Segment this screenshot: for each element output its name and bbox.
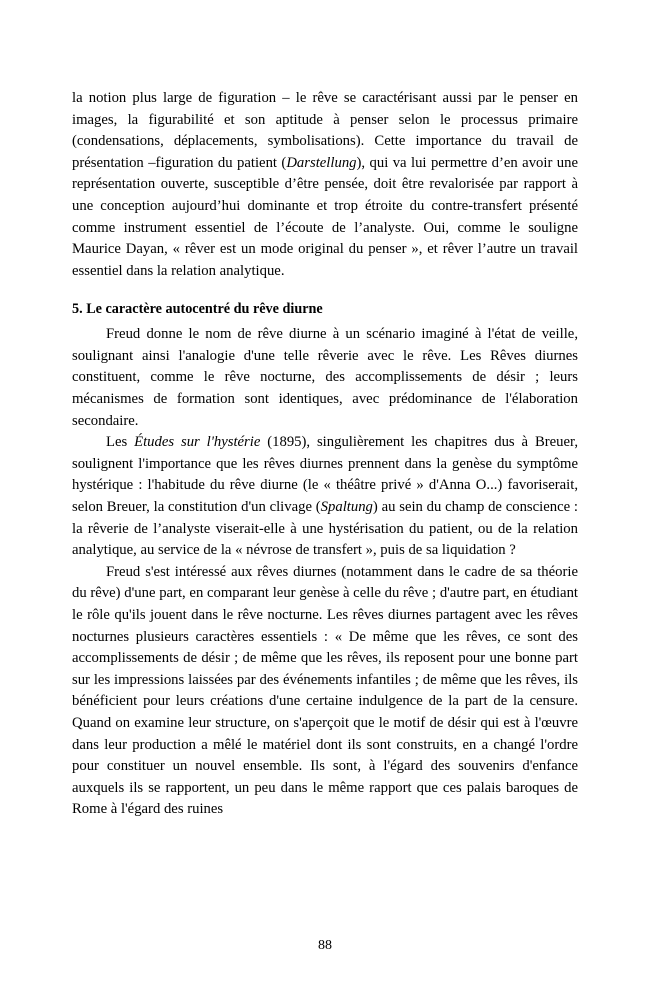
page-content <box>72 88 578 821</box>
paragraph-3: Les Études sur l'hystérie (1895), singulièrement les chapitres dus à Breuer, soulignent l'importance que les rêves diurnes prennent dans la genèse du symptôme hystérique : l'habitude du rêve diurne (le « théâtre privé » d'Anna O...) favoriserait, selon Breuer, la constitution d'un clivage (Spaltung) au sein du champ de conscience : la rêverie de l’analyste viserait-elle à une hystérisation du patient, ou de la relation analytique, au service de la « névrose de transfert », puis de sa liquidation ? <box>72 434 578 559</box>
paragraph-1: la notion plus large de figuration – le rêve se caractérisant aussi par le penser en images, la figurabilité et son aptitude à penser selon le processus primaire (condensations, déplacements, symbolisations). Cette importance du travail de présentation –figuration du patient (Darstellung), qui va lui permettre d’en avoir une représentation ouverte, susceptible d’être pensée, doit être revalorisée par rapport à une conception aujourd’hui dominante et trop étroite du contre-transfert présenté comme instrument essentiel de l’écoute de l’analyste. Oui, comme le souligne Maurice Dayan, « rêver est un mode original du penser », et rêver l’autre un travail essentiel dans la relation analytique. <box>72 90 578 279</box>
paragraph-2: Freud donne le nom de rêve diurne à un scénario imaginé à l'état de veille, soulignant ainsi l'analogie d'une telle rêverie avec le rêve. Les Rêves diurnes constituent, comme le rêve nocturne, des accomplissements de désir ; leurs mécanismes de formation sont identiques, avec prédominance de l'élaboration secondaire. <box>72 326 578 429</box>
page-number: 88 <box>318 938 332 953</box>
paragraph-4: Freud s'est intéressé aux rêves diurnes (notamment dans le cadre de sa théorie du rêve) d'une part, en comparant leur genèse à celle du rêve ; d'autre part, en étudiant le rôle qu'ils jouent dans le rêve nocturne. Les rêves diurnes partagent avec les rêves nocturnes plusieurs caractères essentiels : « De même que les rêves, ce sont des accomplissements de désir ; de même que les rêves, ils reposent pour une bonne part sur les impressions laissées par des événements infantiles ; de même que les rêves, ils bénéficient pour leurs créations d'une certaine indulgence de la part de la censure. Quand on examine leur structure, on s'aperçoit que le motif de désir qui est à l'œuvre dans leur production a mêlé le matériel dont ils sont construits, en a changé l'ordre pour constituer un nouvel ensemble. Ils sont, à l'égard des souvenirs d'enfance auxquels ils se rapportent, un peu dans le même rapport que ces palais baroques de Rome à l'égard des ruines <box>72 563 578 818</box>
section-heading-5: 5. Le caractère autocentré du rêve diurne <box>72 301 323 318</box>
